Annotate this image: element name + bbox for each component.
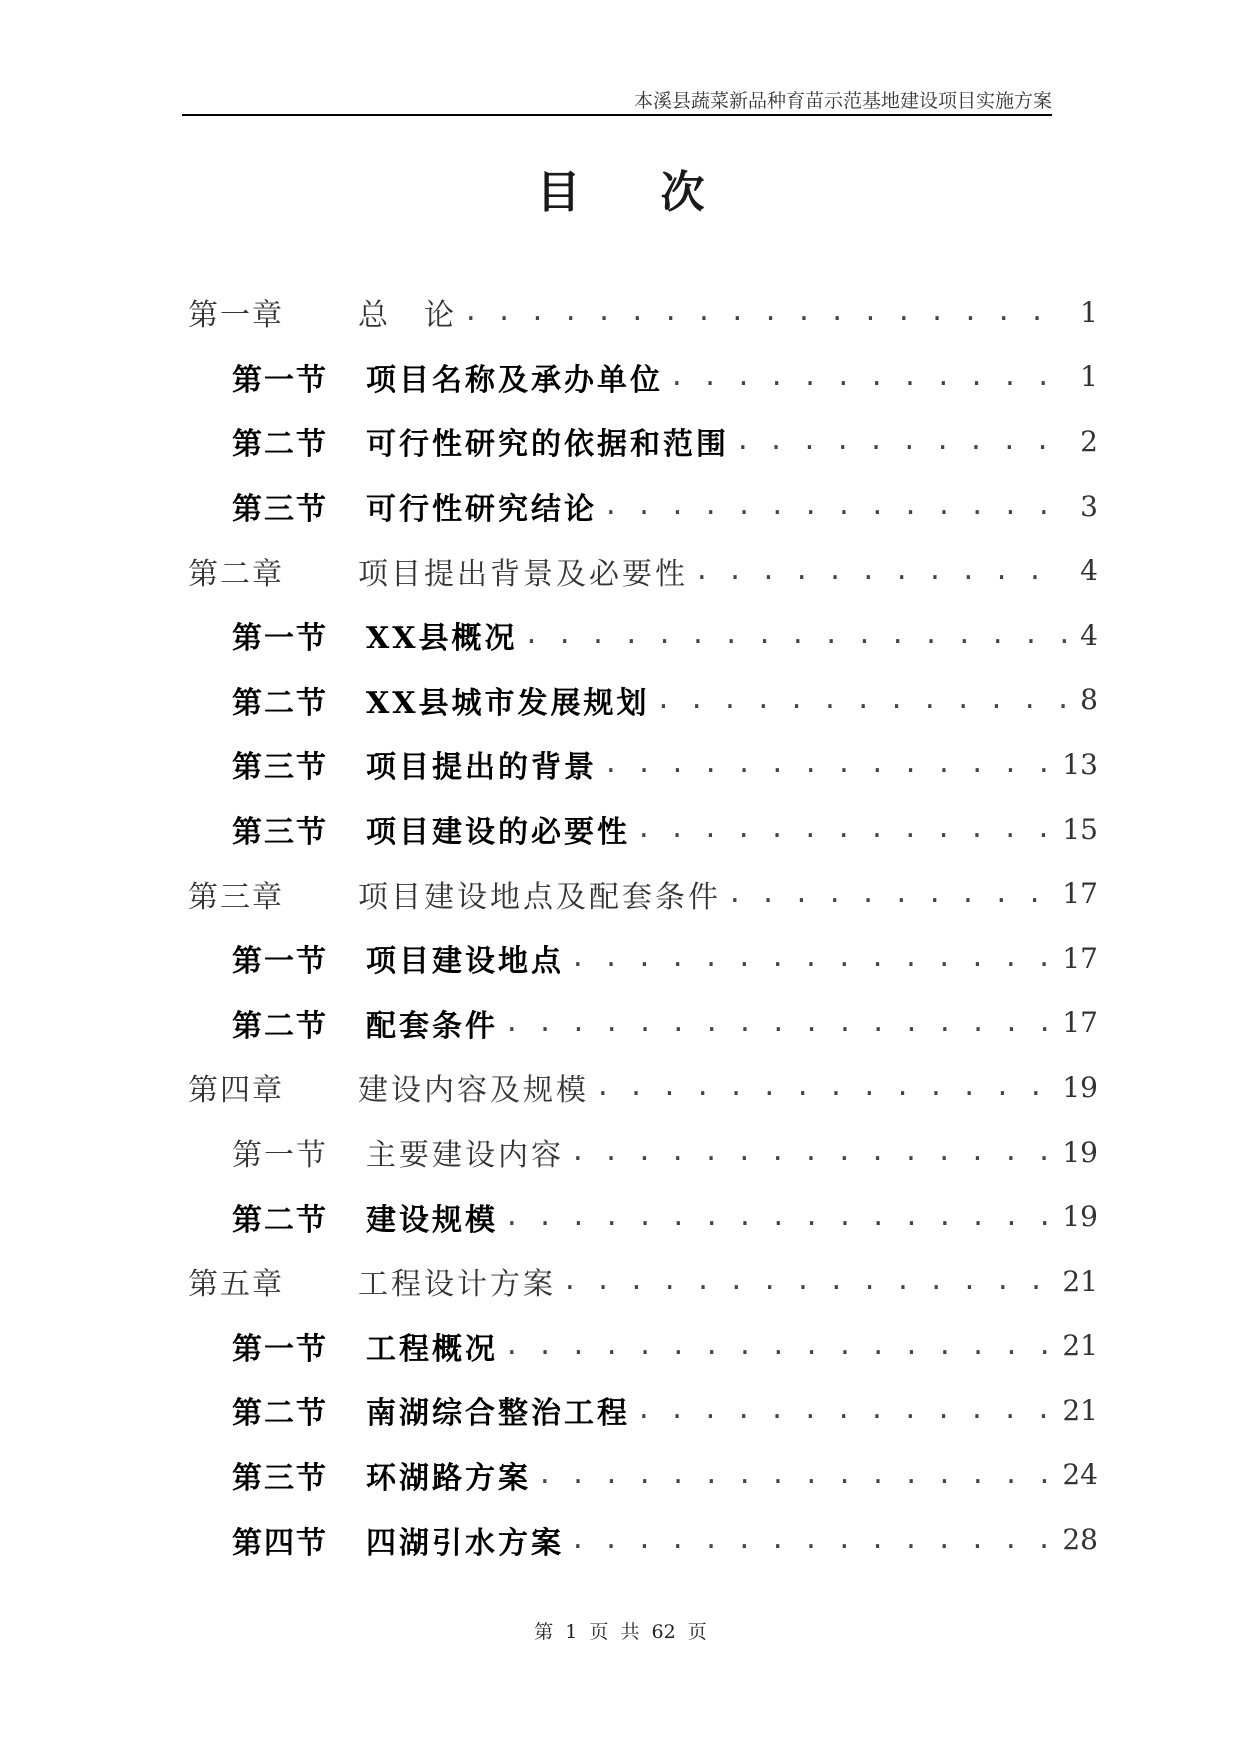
- toc-entry-number: 第五章: [188, 1267, 284, 1303]
- toc-dot-leader: [603, 751, 1056, 777]
- toc-dot-leader: [524, 622, 1066, 648]
- page-footer: 第 1 页 共 62 页: [534, 1621, 707, 1643]
- toc-entry-page: 28: [1062, 1523, 1098, 1557]
- toc-dot-leader: [735, 428, 1066, 454]
- toc-entry-title: 南湖综合整治工程: [366, 1396, 630, 1432]
- running-header: 本溪县蔬菜新品种育苗示范基地建设项目实施方案: [633, 90, 1052, 112]
- toc-entry-title: 环湖路方案: [366, 1460, 531, 1496]
- toc-entry-section[interactable]: [188, 345, 1098, 410]
- toc-dot-leader: [537, 1462, 1056, 1488]
- toc-entry-section[interactable]: [188, 409, 1098, 474]
- toc-entry-number: 第二节: [232, 685, 328, 721]
- toc-entry-page: 1: [1080, 295, 1098, 329]
- toc-entry-chapter[interactable]: [188, 538, 1098, 603]
- toc-entry-title: 总 论: [358, 298, 457, 334]
- toc-dot-leader: [694, 558, 1066, 584]
- toc-entry-section[interactable]: [188, 668, 1098, 733]
- toc-entry-title: 建设内容及规模: [358, 1073, 589, 1109]
- toc-entry-section[interactable]: [188, 474, 1098, 539]
- toc-dot-leader: [504, 1333, 1056, 1359]
- toc-entry-number: 第一章: [188, 298, 284, 334]
- toc-dot-leader: [603, 493, 1066, 519]
- toc-dot-leader: [636, 816, 1056, 842]
- toc-entry-page: 17: [1062, 941, 1098, 975]
- toc-entry-number: 第一节: [232, 1331, 328, 1367]
- table-of-contents: [188, 280, 1098, 1572]
- toc-entry-page: 17: [1062, 877, 1098, 911]
- toc-entry-page: 13: [1062, 747, 1098, 781]
- toc-entry-section[interactable]: [188, 1378, 1098, 1443]
- toc-entry-number: 第二节: [232, 1202, 328, 1238]
- toc-dot-leader: [504, 1010, 1056, 1036]
- toc-entry-page: 19: [1062, 1200, 1098, 1234]
- toc-entry-number: 第二节: [232, 427, 328, 463]
- toc-entry-section[interactable]: [188, 732, 1098, 797]
- toc-entry-title: 项目名称及承办单位: [366, 362, 663, 398]
- toc-entry-page: 19: [1062, 1135, 1098, 1169]
- header-rule: [182, 114, 1052, 116]
- toc-dot-leader: [636, 1397, 1056, 1423]
- toc-entry-title: 主要建设内容: [366, 1138, 564, 1174]
- toc-entry-chapter[interactable]: [188, 1055, 1098, 1120]
- toc-entry-title: XX县概况: [366, 621, 518, 657]
- page-title-char: 目: [536, 167, 581, 218]
- toc-entry-page: 19: [1062, 1070, 1098, 1104]
- toc-entry-section[interactable]: [188, 1120, 1098, 1185]
- toc-entry-chapter[interactable]: [188, 861, 1098, 926]
- toc-entry-page: 24: [1062, 1458, 1098, 1492]
- toc-entry-number: 第一节: [232, 621, 328, 657]
- toc-entry-section[interactable]: [188, 603, 1098, 668]
- toc-dot-leader: [570, 945, 1056, 971]
- toc-entry-chapter[interactable]: [188, 1249, 1098, 1314]
- toc-entry-number: 第三节: [232, 492, 328, 528]
- toc-entry-page: 4: [1080, 554, 1098, 588]
- toc-entry-page: 2: [1080, 424, 1098, 458]
- toc-entry-page: 15: [1062, 812, 1098, 846]
- toc-entry-page: 21: [1062, 1329, 1098, 1363]
- toc-entry-title: 配套条件: [366, 1008, 498, 1044]
- toc-dot-leader: [656, 687, 1066, 713]
- toc-entry-title: XX县城市发展规划: [366, 685, 650, 721]
- toc-entry-number: 第三节: [232, 1460, 328, 1496]
- toc-entry-title: 项目建设的必要性: [366, 815, 630, 851]
- toc-entry-page: 4: [1080, 618, 1098, 652]
- toc-entry-page: 21: [1062, 1264, 1098, 1298]
- toc-entry-section[interactable]: [188, 1443, 1098, 1508]
- toc-entry-chapter[interactable]: [188, 280, 1098, 345]
- toc-dot-leader: [595, 1074, 1056, 1100]
- toc-entry-number: 第四节: [232, 1525, 328, 1561]
- toc-dot-leader: [570, 1527, 1056, 1553]
- toc-entry-page: 8: [1080, 683, 1098, 717]
- page-title-char: 次: [660, 167, 705, 218]
- toc-entry-section[interactable]: [188, 1184, 1098, 1249]
- toc-dot-leader: [669, 364, 1066, 390]
- toc-entry-section[interactable]: [188, 1314, 1098, 1379]
- toc-entry-number: 第三节: [232, 750, 328, 786]
- toc-entry-title: 项目建设地点: [366, 944, 564, 980]
- toc-dot-leader: [504, 1204, 1056, 1230]
- toc-entry-section[interactable]: [188, 797, 1098, 862]
- toc-entry-title: 四湖引水方案: [366, 1525, 564, 1561]
- toc-entry-number: 第一节: [232, 944, 328, 980]
- toc-entry-title: 项目建设地点及配套条件: [358, 879, 721, 915]
- toc-entry-title: 可行性研究的依据和范围: [366, 427, 729, 463]
- toc-entry-title: 工程设计方案: [358, 1267, 556, 1303]
- page-title: [0, 156, 1241, 220]
- toc-entry-page: 3: [1080, 489, 1098, 523]
- toc-dot-leader: [463, 299, 1066, 325]
- toc-entry-title: 项目提出背景及必要性: [358, 556, 688, 592]
- toc-dot-leader: [570, 1139, 1056, 1165]
- toc-dot-leader: [727, 881, 1056, 907]
- toc-entry-title: 项目提出的背景: [366, 750, 597, 786]
- toc-entry-title: 可行性研究结论: [366, 492, 597, 528]
- toc-entry-number: 第三节: [232, 815, 328, 851]
- toc-entry-number: 第三章: [188, 879, 284, 915]
- toc-entry-number: 第一节: [232, 362, 328, 398]
- toc-entry-section[interactable]: [188, 926, 1098, 991]
- toc-entry-title: 建设规模: [366, 1202, 498, 1238]
- toc-dot-leader: [562, 1268, 1056, 1294]
- toc-entry-number: 第一节: [232, 1138, 328, 1174]
- toc-entry-number: 第二节: [232, 1396, 328, 1432]
- toc-entry-title: 工程概况: [366, 1331, 498, 1367]
- toc-entry-number: 第四章: [188, 1073, 284, 1109]
- toc-entry-number: 第二节: [232, 1008, 328, 1044]
- toc-entry-page: 1: [1080, 360, 1098, 394]
- toc-entry-section[interactable]: [188, 991, 1098, 1056]
- toc-entry-page: 21: [1062, 1393, 1098, 1427]
- toc-entry-number: 第二章: [188, 556, 284, 592]
- toc-entry-section[interactable]: [188, 1507, 1098, 1572]
- toc-entry-page: 17: [1062, 1006, 1098, 1040]
